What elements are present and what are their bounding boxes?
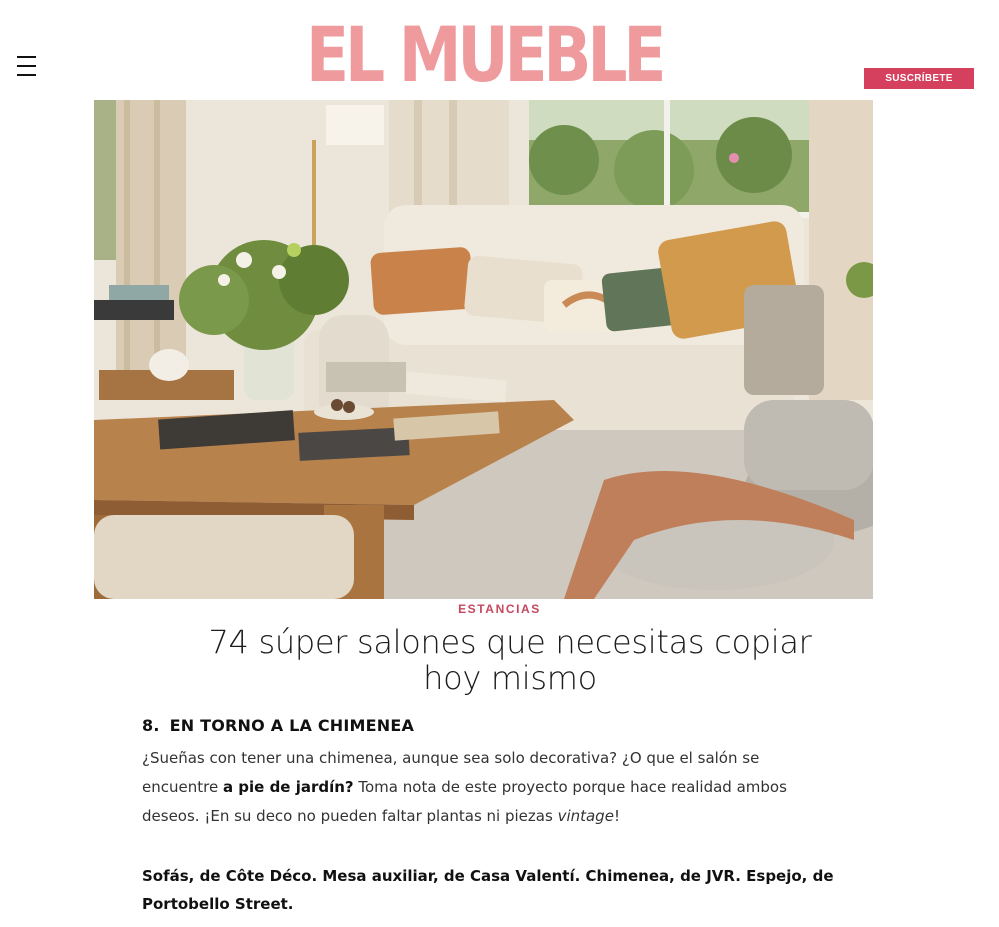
article-title-line-1: 74 súper salones que necesitas copiar (208, 623, 812, 661)
subscribe-button[interactable]: SUSCRÍBETE (864, 68, 974, 89)
hero-image (94, 100, 873, 599)
section-number: 8. (142, 716, 160, 735)
para-text-end: ! (613, 807, 620, 825)
photo-credits: Sofás, de Côte Déco. Mesa auxiliar, de Casa Valentí. Chimenea, de JVR. Espejo, de Portobello Street. (142, 867, 834, 913)
section-heading (142, 716, 414, 735)
para-bold-text: a pie de jardín? (222, 778, 354, 796)
para-text-1: ¿Sueñas con tener una chimenea, aunque sea solo decorativa? ¿O que el salón se encuentre (142, 749, 760, 796)
para-text-2: Toma nota de este proyecto porque hace realidad ambos deseos. ¡En su deco no pueden faltar plantas ni piezas (142, 778, 787, 825)
section-paragraph (142, 744, 832, 831)
para-italic-text: vintage (557, 807, 614, 825)
article-title-line-2: hoy mismo (423, 659, 597, 697)
article-category[interactable]: ESTANCIAS (458, 602, 541, 616)
section-title: EN TORNO A LA CHIMENEA (169, 716, 415, 735)
site-logo[interactable]: EL MUEBLE (306, 10, 663, 99)
menu-icon[interactable] (17, 56, 36, 76)
article-title (180, 624, 840, 696)
